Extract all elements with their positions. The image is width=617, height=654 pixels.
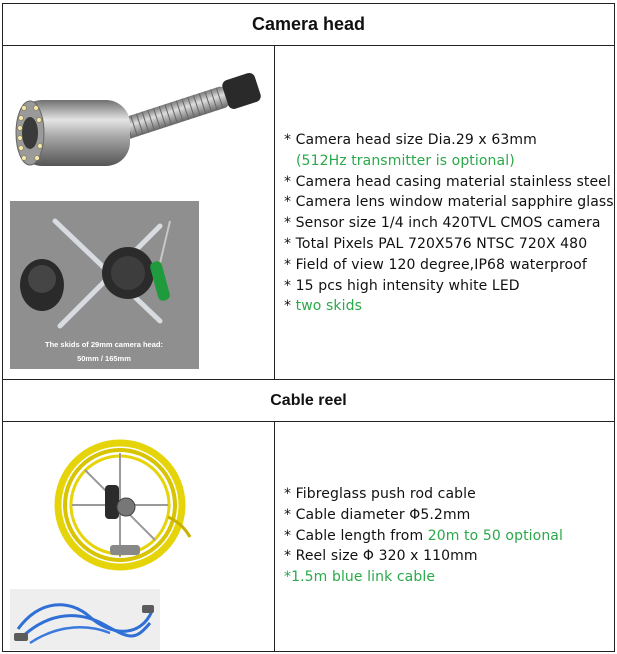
skids-caption-line2: 50mm / 165mm xyxy=(77,354,131,363)
spec-line-optional: (512Hz transmitter is optional) xyxy=(296,152,515,169)
spec-line-skids xyxy=(284,296,614,317)
spec-length-options: 20m to 50 optional xyxy=(427,527,563,544)
spec-line: * Field of view 120 degree,IP68 waterproof xyxy=(284,256,587,273)
spec-line: * Fibreglass push rod cable xyxy=(284,486,476,502)
table-border-left xyxy=(2,3,3,652)
spec-text: * Cable length from xyxy=(284,527,428,544)
table-border-bottom xyxy=(2,651,614,652)
section-title-cable-reel: Cable reel xyxy=(270,391,347,409)
column-divider xyxy=(274,45,275,379)
cable-reel-photo xyxy=(50,433,198,573)
spec-line: * Camera head casing material stainless steel xyxy=(284,173,611,190)
cable-reel-specs xyxy=(284,484,563,588)
camera-head-specs xyxy=(284,130,614,317)
spec-line: * Sensor size 1/4 inch 420TVL CMOS camera xyxy=(284,215,601,232)
spec-line: * Total Pixels PAL 720X576 NTSC 720X 480 xyxy=(284,235,588,252)
spec-line-link-cable: *1.5m blue link cable xyxy=(284,569,436,586)
skids-caption-line1: The skids of 29mm camera head: xyxy=(45,340,163,349)
row-divider xyxy=(2,45,614,46)
table-border-right xyxy=(614,3,615,652)
column-divider xyxy=(274,421,275,652)
row-divider xyxy=(2,421,614,422)
spec-line: * Camera lens window material sapphire glass xyxy=(284,194,614,211)
spec-bullet: * xyxy=(284,298,296,315)
blue-link-cable-photo xyxy=(10,589,160,650)
camera-head-photo xyxy=(10,62,270,172)
spec-line-cable-length xyxy=(284,526,563,547)
spec-line: * Camera head size Dia.29 x 63mm xyxy=(284,132,537,148)
section-title-camera-head: Camera head xyxy=(251,14,366,34)
spec-line: * Cable diameter Φ5.2mm xyxy=(284,506,471,523)
skids-photo xyxy=(10,201,199,369)
spec-skids-text: two skids xyxy=(295,298,362,315)
spec-line: * Reel size Φ 320 x 110mm xyxy=(284,548,478,565)
spec-line: * 15 pcs high intensity white LED xyxy=(284,277,520,294)
